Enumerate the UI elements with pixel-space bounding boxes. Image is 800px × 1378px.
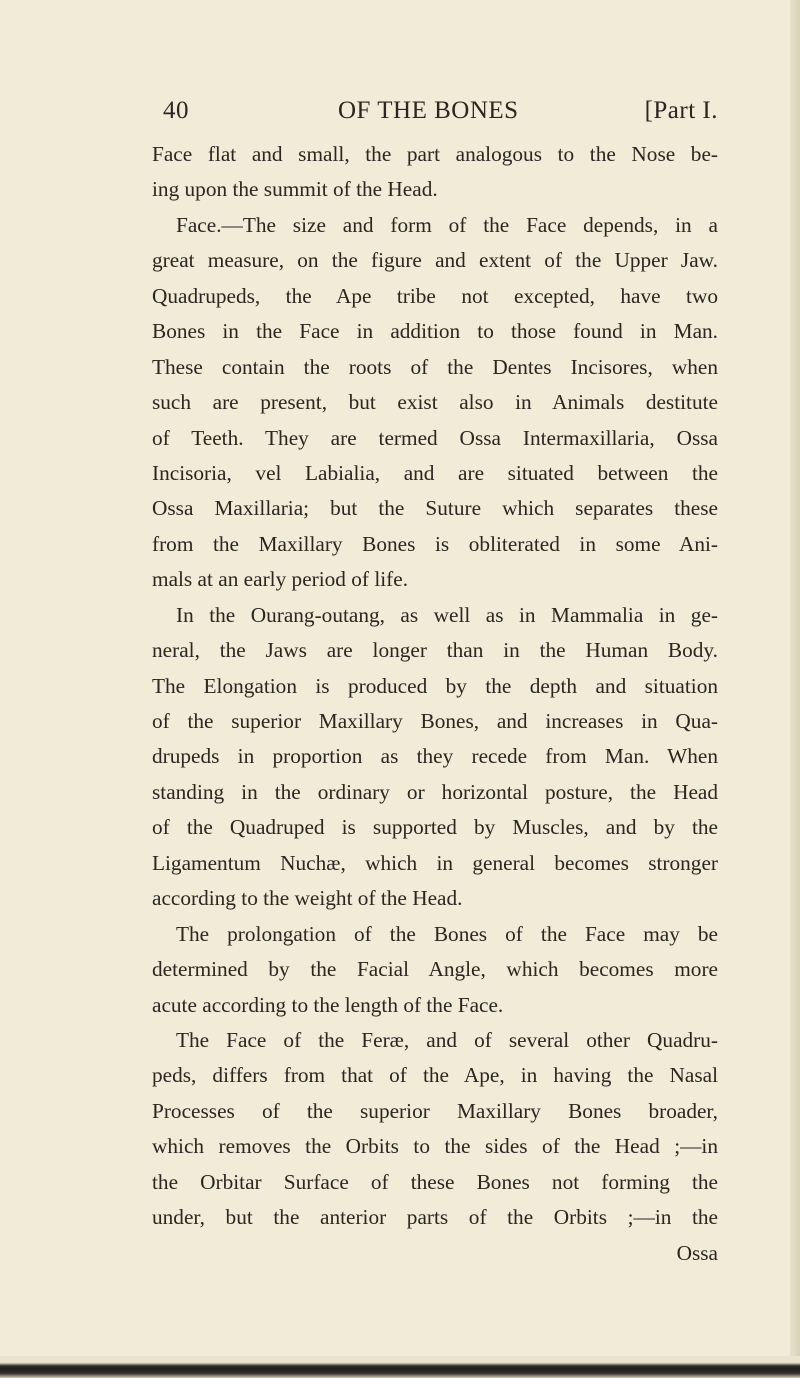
text-line: mals at an early period of life. — [152, 567, 409, 592]
text-line: from the Maxillary Bones is obliterated in some Ani- — [152, 531, 718, 556]
text-line: great measure, on the figure and extent of the Upper Jaw. — [152, 248, 718, 273]
text-line: Face flat and small, the part analogous to the Nose be- — [152, 142, 718, 166]
text-line: standing in the ordinary or horizontal posture, the Head — [152, 779, 718, 804]
text-line: according to the weight of the Head. — [152, 886, 463, 911]
part-marker: [Part I. — [644, 97, 718, 124]
text-line: In the Ourang-outang, as well as in Mammalia in ge- — [176, 602, 718, 627]
running-title: OF THE BONES — [338, 97, 519, 124]
text-line: peds, differs from that of the Ape, in having the Nasal — [152, 1063, 718, 1088]
text-line: drupeds in proportion as they recede from Man. When — [152, 744, 718, 769]
text-line: Bones in the Face in addition to those found in Man. — [152, 319, 718, 344]
text-line: of the superior Maxillary Bones, and increases in Qua- — [152, 709, 718, 733]
text-line: Face.—The size and form of the Face depends, in a — [176, 212, 718, 237]
text-line: such are present, but exist also in Animals destitute — [152, 390, 718, 415]
text-line: under, but the anterior parts of the Orbits ;—in the — [152, 1205, 718, 1230]
text-line: The Face of the Feræ, and of several other Quadru- — [176, 1027, 718, 1052]
running-header — [163, 97, 718, 137]
text-line: Incisoria, vel Labialia, and are situated between the — [152, 460, 718, 485]
text-line: The prolongation of the Bones of the Face may be — [176, 921, 718, 946]
text-line: neral, the Jaws are longer than in the Human Body. — [152, 638, 718, 663]
body-text — [152, 137, 718, 1271]
page-edge-shadow — [790, 0, 800, 1378]
page-number: 40 — [163, 97, 189, 124]
text-line: Processes of the superior Maxillary Bones broader, — [152, 1098, 718, 1123]
text-line: These contain the roots of the Dentes Incisores, when — [152, 354, 718, 379]
text-line: of the Quadruped is supported by Muscles, and by the — [152, 815, 718, 840]
catchword: Ossa — [676, 1240, 718, 1265]
text-line: of Teeth. They are termed Ossa Intermaxillaria, Ossa — [152, 425, 718, 450]
page-bottom-edge — [0, 1356, 800, 1378]
text-line: acute according to the length of the Face. — [152, 992, 504, 1017]
text-line: the Orbitar Surface of these Bones not forming the — [152, 1169, 718, 1194]
text-line: The Elongation is produced by the depth and situation — [152, 673, 718, 698]
text-line: Ossa Maxillaria; but the Suture which separates these — [152, 496, 718, 521]
text-line: which removes the Orbits to the sides of the Head ;—in — [152, 1134, 718, 1159]
text-line: determined by the Facial Angle, which becomes more — [152, 957, 718, 982]
text-line: Ligamentum Nuchæ, which in general becomes stronger — [152, 850, 718, 875]
text-line: ing upon the summit of the Head. — [152, 177, 438, 202]
text-line: Quadrupeds, the Ape tribe not excepted, have two — [152, 283, 718, 308]
